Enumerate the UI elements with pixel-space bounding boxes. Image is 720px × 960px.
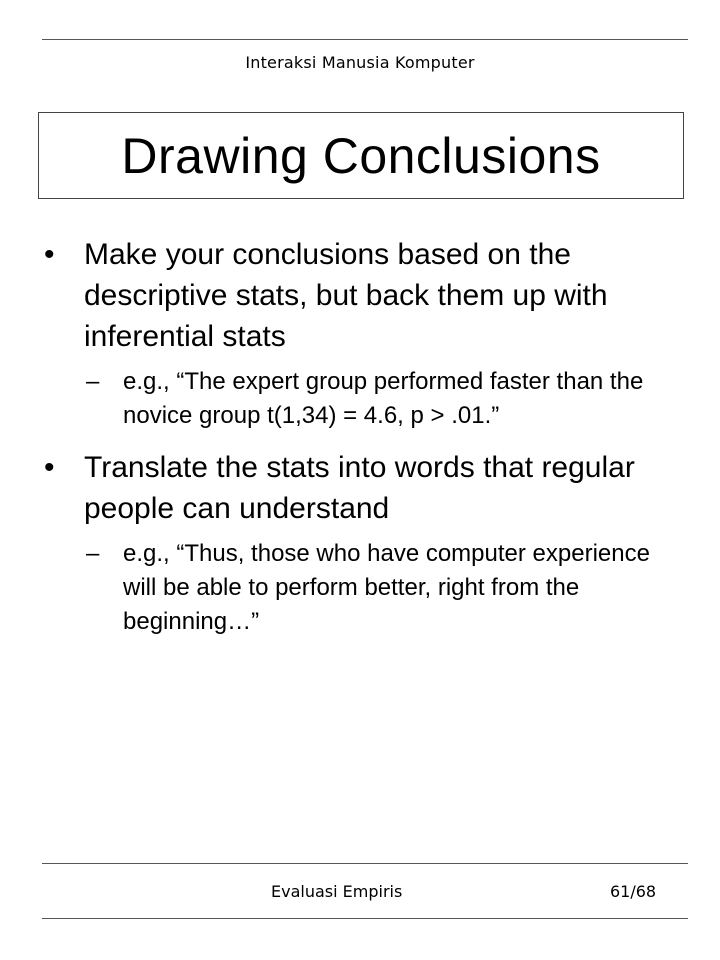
bullet-text: Translate the stats into words that regular people can understand xyxy=(84,451,635,525)
bullet-icon: • xyxy=(44,451,55,484)
sub-bullet-text: e.g., “The expert group performed faster than the novice group t(1,34) = 4.6, p > .01.” xyxy=(123,368,644,429)
sub-bullet-text: e.g., “Thus, those who have computer experience will be able to perform better, right from the beginning…” xyxy=(123,540,650,635)
course-title: Interaksi Manusia Komputer xyxy=(245,53,475,72)
footer-section: Evaluasi Empiris xyxy=(271,882,403,901)
bullet-text: Make your conclusions based on the descriptive stats, but back them up with inferential stats xyxy=(84,238,608,353)
dash-icon: – xyxy=(86,540,100,567)
dash-icon: – xyxy=(86,368,100,395)
slide-content xyxy=(0,234,720,639)
footer-top-rule xyxy=(42,863,688,864)
bullet-icon: • xyxy=(44,238,55,271)
sub-bullet-item xyxy=(0,365,720,433)
page-number: 61/68 xyxy=(610,882,657,901)
footer-bottom-rule xyxy=(42,918,688,919)
header-top-rule xyxy=(42,39,688,40)
bullet-item xyxy=(0,234,720,357)
bullet-item xyxy=(0,447,720,529)
title-box xyxy=(38,112,684,199)
slide-title: Drawing Conclusions xyxy=(121,127,601,184)
sub-bullet-item xyxy=(0,537,720,639)
